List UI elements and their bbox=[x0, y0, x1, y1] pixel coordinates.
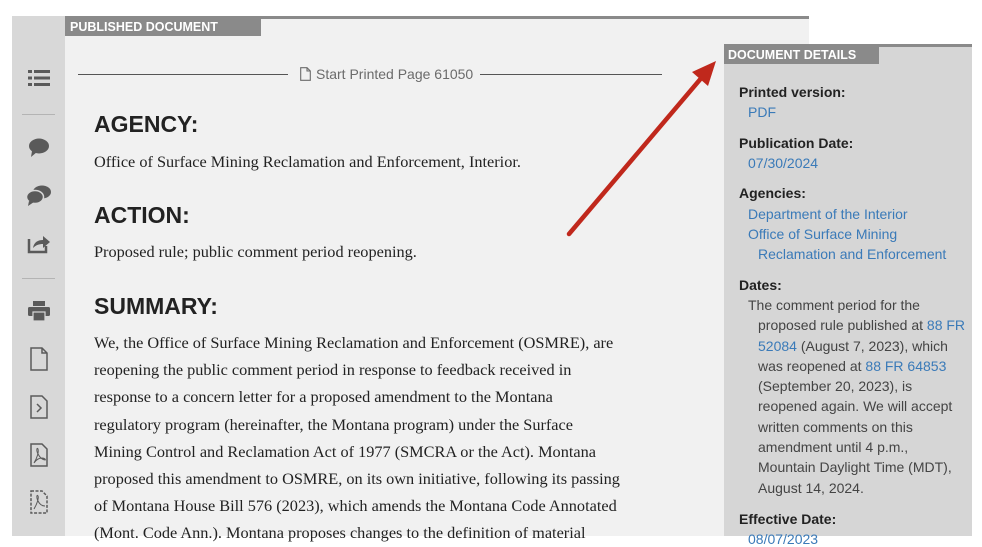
page-marker-rule-right bbox=[480, 74, 662, 75]
summary-line: We, the Office of Surface Mining Reclamation and Enforcement (OSMRE), are bbox=[94, 333, 614, 352]
fr-citation-link-64853[interactable]: 88 FR 64853 bbox=[865, 357, 947, 374]
table-of-contents-icon bbox=[28, 69, 50, 87]
table-of-contents-button[interactable] bbox=[12, 63, 65, 93]
comment-button[interactable] bbox=[12, 133, 65, 163]
print-icon bbox=[27, 300, 51, 322]
summary-heading: SUMMARY: bbox=[94, 293, 218, 319]
dates-line bbox=[748, 336, 970, 356]
comments-icon bbox=[26, 185, 52, 207]
dates-line: The comment period for the bbox=[748, 297, 920, 313]
agency-link-osmre-continued[interactable]: Reclamation and Enforcement bbox=[758, 246, 947, 262]
document-details-panel bbox=[724, 44, 972, 547]
dates-line: reopened again. We will accept bbox=[758, 398, 953, 415]
action-text: Proposed rule; public comment period reopening. bbox=[94, 242, 417, 261]
agency-heading: AGENCY: bbox=[94, 111, 199, 137]
dates-text-fragment: was reopened at bbox=[758, 357, 866, 374]
published-document-tab: PUBLISHED DOCUMENT bbox=[65, 19, 261, 36]
toolbar-divider bbox=[22, 278, 55, 279]
left-toolbar bbox=[12, 16, 65, 536]
pdf-document-button[interactable] bbox=[12, 440, 65, 470]
agencies-label: Agencies: bbox=[739, 185, 806, 201]
summary-line: (Mont. Code Ann.). Montana proposes changes to the definition of material bbox=[94, 523, 586, 543]
dates-text bbox=[748, 295, 970, 498]
share-icon bbox=[27, 233, 51, 253]
agency-link-osmre[interactable]: Office of Surface Mining bbox=[748, 226, 898, 242]
developer-tools-icon bbox=[30, 490, 48, 514]
xml-document-icon bbox=[30, 395, 48, 419]
fr-citation-link-52084-continued[interactable]: 52084 bbox=[758, 337, 797, 354]
summary-line: response to a concern letter for a proposed amendment to the Montana bbox=[94, 387, 553, 407]
pdf-link[interactable]: PDF bbox=[748, 104, 776, 120]
summary-line: Mining Control and Reclamation Act of 1977 (SMCRA or the Act). Montana bbox=[94, 441, 596, 461]
xml-document-button[interactable] bbox=[12, 392, 65, 422]
dates-line bbox=[748, 356, 970, 376]
document-details-tab: DOCUMENT DETAILS bbox=[724, 47, 879, 64]
pdf-document-icon bbox=[30, 443, 48, 467]
page-marker-text: Start Printed Page 61050 bbox=[316, 66, 474, 82]
agency-text: Office of Surface Mining Reclamation and Enforcement, Interior. bbox=[94, 152, 521, 171]
printed-version-label: Printed version: bbox=[739, 84, 846, 100]
document-button[interactable] bbox=[12, 344, 65, 374]
dates-label: Dates: bbox=[739, 277, 782, 293]
developer-tools-button[interactable] bbox=[12, 487, 65, 517]
dates-text-fragment: proposed rule published at bbox=[758, 317, 927, 334]
effective-date-label: Effective Date: bbox=[739, 511, 837, 527]
share-button[interactable] bbox=[12, 228, 65, 258]
summary-line: reopening the public comment period in response to feedback received in bbox=[94, 360, 572, 380]
fr-citation-link-52084[interactable]: 88 FR bbox=[926, 317, 966, 334]
summary-text bbox=[94, 329, 674, 547]
dates-line: amendment until 4 p.m., bbox=[758, 439, 909, 456]
action-heading: ACTION: bbox=[94, 202, 190, 228]
summary-line: regulatory program (hereinafter, the Montana program) under the Surface bbox=[94, 414, 573, 434]
dates-text-fragment: (August 7, 2023), which bbox=[796, 337, 948, 354]
page-marker-label[interactable] bbox=[300, 65, 473, 83]
page-icon bbox=[300, 67, 311, 81]
publication-date-label: Publication Date: bbox=[739, 135, 854, 151]
dates-line bbox=[748, 315, 970, 335]
toolbar-divider bbox=[22, 114, 55, 115]
summary-line: proposed this amendment to OSMRE, on its own initiative, following its passing bbox=[94, 469, 620, 489]
dates-line: August 14, 2024. bbox=[758, 479, 864, 496]
comment-icon bbox=[28, 138, 50, 158]
agency-link-interior[interactable]: Department of the Interior bbox=[748, 206, 908, 222]
summary-line: of Montana House Bill 576 (2023), which amends the Montana Code Annotated bbox=[94, 496, 617, 516]
dates-line: (September 20, 2023), is bbox=[758, 378, 913, 395]
comments-button[interactable] bbox=[12, 181, 65, 211]
dates-line: Mountain Daylight Time (MDT), bbox=[758, 459, 952, 476]
document-icon bbox=[30, 347, 48, 371]
page-marker-rule-left bbox=[78, 74, 288, 75]
dates-line: written comments on this bbox=[758, 418, 913, 435]
effective-date-link[interactable]: 08/07/2023 bbox=[748, 531, 819, 547]
printed-page-marker bbox=[78, 65, 662, 83]
print-button[interactable] bbox=[12, 296, 65, 326]
publication-date-link[interactable]: 07/30/2024 bbox=[748, 155, 819, 171]
